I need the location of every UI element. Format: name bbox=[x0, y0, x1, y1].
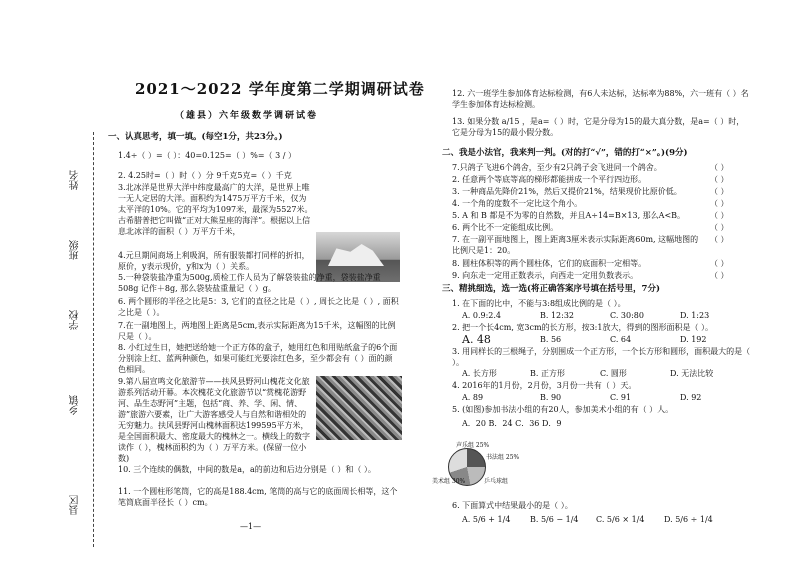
s3-q1-opt-d: D. 1:23 bbox=[680, 311, 710, 320]
s1-q5: 5.一种袋装盐净重为500g,质检工作人员为了解袋装盐的净重，袋装盐净重508g 记作＋8g, 那么袋装盐重量记（ ）g。 bbox=[118, 273, 381, 293]
s3-q2-opt-c: C. 64 bbox=[610, 335, 632, 344]
s3-q5: 5. (如图)参加书法小组的有20人，参加美术小组的有（ ）人。 bbox=[452, 405, 674, 414]
pie-label-art: 美术组 30% bbox=[432, 478, 466, 485]
s3-q6: 6. 下面算式中结果最小的是（ ）。 bbox=[452, 501, 573, 510]
page-number: —1— bbox=[240, 522, 262, 531]
exam-title: 2021～2022 学年度第二学期调研试卷 bbox=[135, 80, 425, 98]
s3-q6-opt-b: B. 5/6 − 1/4 bbox=[530, 515, 579, 524]
s3-q3-opt-b: B. 正方形 bbox=[530, 369, 565, 378]
s1-q8: 8. 小红过生日，她把送给她一个正方体的盒子，她用红色和用贴纸盒子的6个面分别涂上红、蓝两种颜色，如果可能红光要涂红色多，至少都会有（ ）面的颜色相同。 bbox=[118, 343, 398, 374]
s2-mark-1: （ ） bbox=[710, 163, 729, 172]
s2-mark-3: （ ） bbox=[710, 187, 729, 196]
s2-mark-7: （ ） bbox=[710, 235, 729, 244]
s2-q1: 7.只鸽子飞进6个鸽舍，至少有2只鸽子会飞进同一个鸽舍。 bbox=[452, 163, 662, 172]
s3-q5-opts: A．20 B．24 C．36 D．9 bbox=[462, 419, 562, 428]
s3-q6-opt-c: C. 5/6 × 1/4 bbox=[596, 515, 645, 524]
pie-label-vocal: 声乐组 25% bbox=[456, 442, 490, 449]
s2-mark-4: （ ） bbox=[710, 199, 729, 208]
s3-q4: 4. 2016年的1月份，2月份，3月份一共有（ ）天。 bbox=[452, 381, 637, 390]
s3-q2-opt-d: D. 192 bbox=[680, 335, 707, 344]
side-label-county: 县区 bbox=[70, 495, 81, 515]
s2-q6: 6. 两个比不一定能组成比例。 bbox=[452, 223, 559, 232]
section3-heading: 三、精挑细选，选一选(将正确答案序号填在括号里，7分) bbox=[442, 284, 660, 294]
s1-q7: 7.在一副地图上，两地图上距离是5cm,表示实际距离为15千米，这幅图的比例尺是（ ）。 bbox=[118, 321, 396, 341]
s3-q4-opt-a: A. 89 bbox=[462, 393, 484, 402]
s3-q4-opt-c: C. 91 bbox=[610, 393, 632, 402]
s3-q2-opt-a: A. 48 bbox=[462, 333, 491, 346]
s2-mark-5: （ ） bbox=[710, 211, 729, 220]
s1-q6: 6. 两个圆形的半径之比是5：3, 它们的直径之比是（ ）, 周长之比是（ ）, 面积之比是（ ）。 bbox=[118, 297, 399, 317]
side-label-name: 姓名 bbox=[70, 170, 81, 190]
s3-q3: 3. 用同样长的三根绳子，分别围成一个正方形，一个长方形和圆形，面积最大的是（ ）。 bbox=[452, 347, 751, 367]
s2-mark-8: （ ） bbox=[710, 259, 729, 268]
s3-q3-opt-c: C. 圆形 bbox=[600, 369, 627, 378]
s1-q4: 4.元旦期间商场上利吸润，所有服装都打同样的折扣，原价，y表示现价，y和x为（ ）关系。 bbox=[118, 251, 310, 271]
s2-q7: 7. 在一副平面地图上，图上距离3厘米表示实际距离60m, 这幅地图的比例尺是1：20。 bbox=[452, 235, 699, 255]
s3-q1: 1. 在下面的比中，不能与3:8组成比例的是（ ）。 bbox=[452, 299, 626, 308]
s1-q12: 12. 六一班学生参加体育达标检测，有6人未达标，达标率为88%，六一班有（ ）名学生参加体育达标检测。 bbox=[452, 89, 749, 109]
s2-q5: 5. A 和 B 都是不为零的自然数，并且A÷14=B×13, 那么A<B。 bbox=[452, 211, 686, 220]
s3-q6-opt-a: A. 5/6 + 1/4 bbox=[462, 515, 511, 524]
s1-q9: 9.第八届宣鸣文化旅游节——扶风县野河山槐花文化旅游系列活动开幕。本次槐花文化旅游节以“赏槐花游野河、品生态野河”主题，包括“商、养、学、闲、情、游”旅游六要素，让广大游客感受人与自然和谐相处的无穷魅力。扶风县野河山槐林面积达199595平方米，是全国面积最大、密度最大的槐林之一。横线上的数字读作（ ），槐林面积约为（ ）万平方米。(保留一位小数) bbox=[118, 377, 310, 463]
s3-q4-opt-d: D. 92 bbox=[680, 393, 702, 402]
s3-q3-opt-d: D. 无法比较 bbox=[670, 369, 714, 378]
s2-q2: 2. 任意两个等底等高的梯形都能拼成一个平行四边形。 bbox=[452, 175, 647, 184]
s3-q4-opt-b: B. 90 bbox=[540, 393, 562, 402]
s1-q11: 11. 一个圆柱形笔筒，它的高是188.4cm, 笔筒的高与它的底面周长相等，这个笔筒底面半径长（ ）cm。 bbox=[118, 487, 398, 507]
s3-q1-opt-c: C. 30:80 bbox=[610, 311, 644, 320]
side-label-class: 班级 bbox=[70, 240, 81, 260]
s1-q3: 3.北冰洋是世界大洋中纬度最高广的大洋，是世界上唯一无人定居的大洋。面积约为1475万平方千米，仅为太平洋的10%。它的平均为1097米，最深为5527米。古希腊普把它叫做“正对大熊星座的海洋”。根据以上信息北冰洋的面积（ ）万平方千米， bbox=[118, 183, 313, 236]
s2-q4: 4. 一个角的度数不一定比这个角小。 bbox=[452, 199, 583, 208]
s3-q2-opt-b: B. 56 bbox=[540, 335, 562, 344]
s3-q1-opt-b: B. 12:32 bbox=[540, 311, 575, 320]
s2-mark-6: （ ） bbox=[710, 223, 729, 232]
locust-tree-photo bbox=[316, 376, 402, 440]
s3-q2: 2. 把一个长4cm, 宽3cm的长方形，按3:1放大，得到的图形面积是（ ）。 bbox=[452, 323, 713, 332]
section2-heading: 二、我是小法官，我来判一判。(对的打“√”，错的打“×”。)(9分) bbox=[442, 148, 688, 158]
exam-subtitle: （雄县）六年级数学调研试卷 bbox=[175, 111, 319, 121]
side-labels bbox=[58, 130, 118, 550]
s2-mark-2: （ ） bbox=[710, 175, 729, 184]
s1-q2: 2. 4.25时=（ ）时（ ）分 9千克5克=（ ）千克 bbox=[118, 171, 292, 180]
s2-q3: 3. 一种商品先降价21%，然后又提价21%，结果现价比原价低。 bbox=[452, 187, 682, 196]
s3-q1-opt-a: A. 0.9:2.4 bbox=[462, 311, 502, 320]
side-label-town: 乡镇 bbox=[70, 395, 81, 415]
s3-q6-opt-d: D. 5/6 ÷ 1/4 bbox=[664, 515, 713, 524]
pie-label-pingpong: 乒乓球组 bbox=[484, 478, 509, 485]
s2-mark-9: （ ） bbox=[710, 271, 729, 280]
s3-q3-opt-a: A. 长方形 bbox=[462, 369, 497, 378]
side-label-school: 学校 bbox=[70, 310, 81, 330]
s1-q1: 1.4÷（ ）=（ ）：40=0.125=（ ）%=（ 3 / ） bbox=[118, 151, 296, 160]
s2-q9: 9. 向东走一定用正数表示，向西走一定用负数表示。 bbox=[452, 271, 639, 280]
section1-heading: 一、认真思考，填一填。(每空1分，共23分。) bbox=[108, 132, 283, 142]
s1-q13: 13. 如果分数 a/15 ，是a=（ ）时，它是分母为15的最大真分数，是a=（ ）时，它是分母为15的最小假分数。 bbox=[452, 117, 745, 137]
s2-q8: 8. 圆柱体积等的两个圆柱体，它们的底面积一定相等。 bbox=[452, 259, 647, 268]
pie-label-calligraphy: 书法组 25% bbox=[486, 454, 520, 461]
s1-q10: 10. 三个连续的偶数，中间的数是a，a的前边和后边分别是（ ）和（ ）。 bbox=[118, 465, 376, 474]
